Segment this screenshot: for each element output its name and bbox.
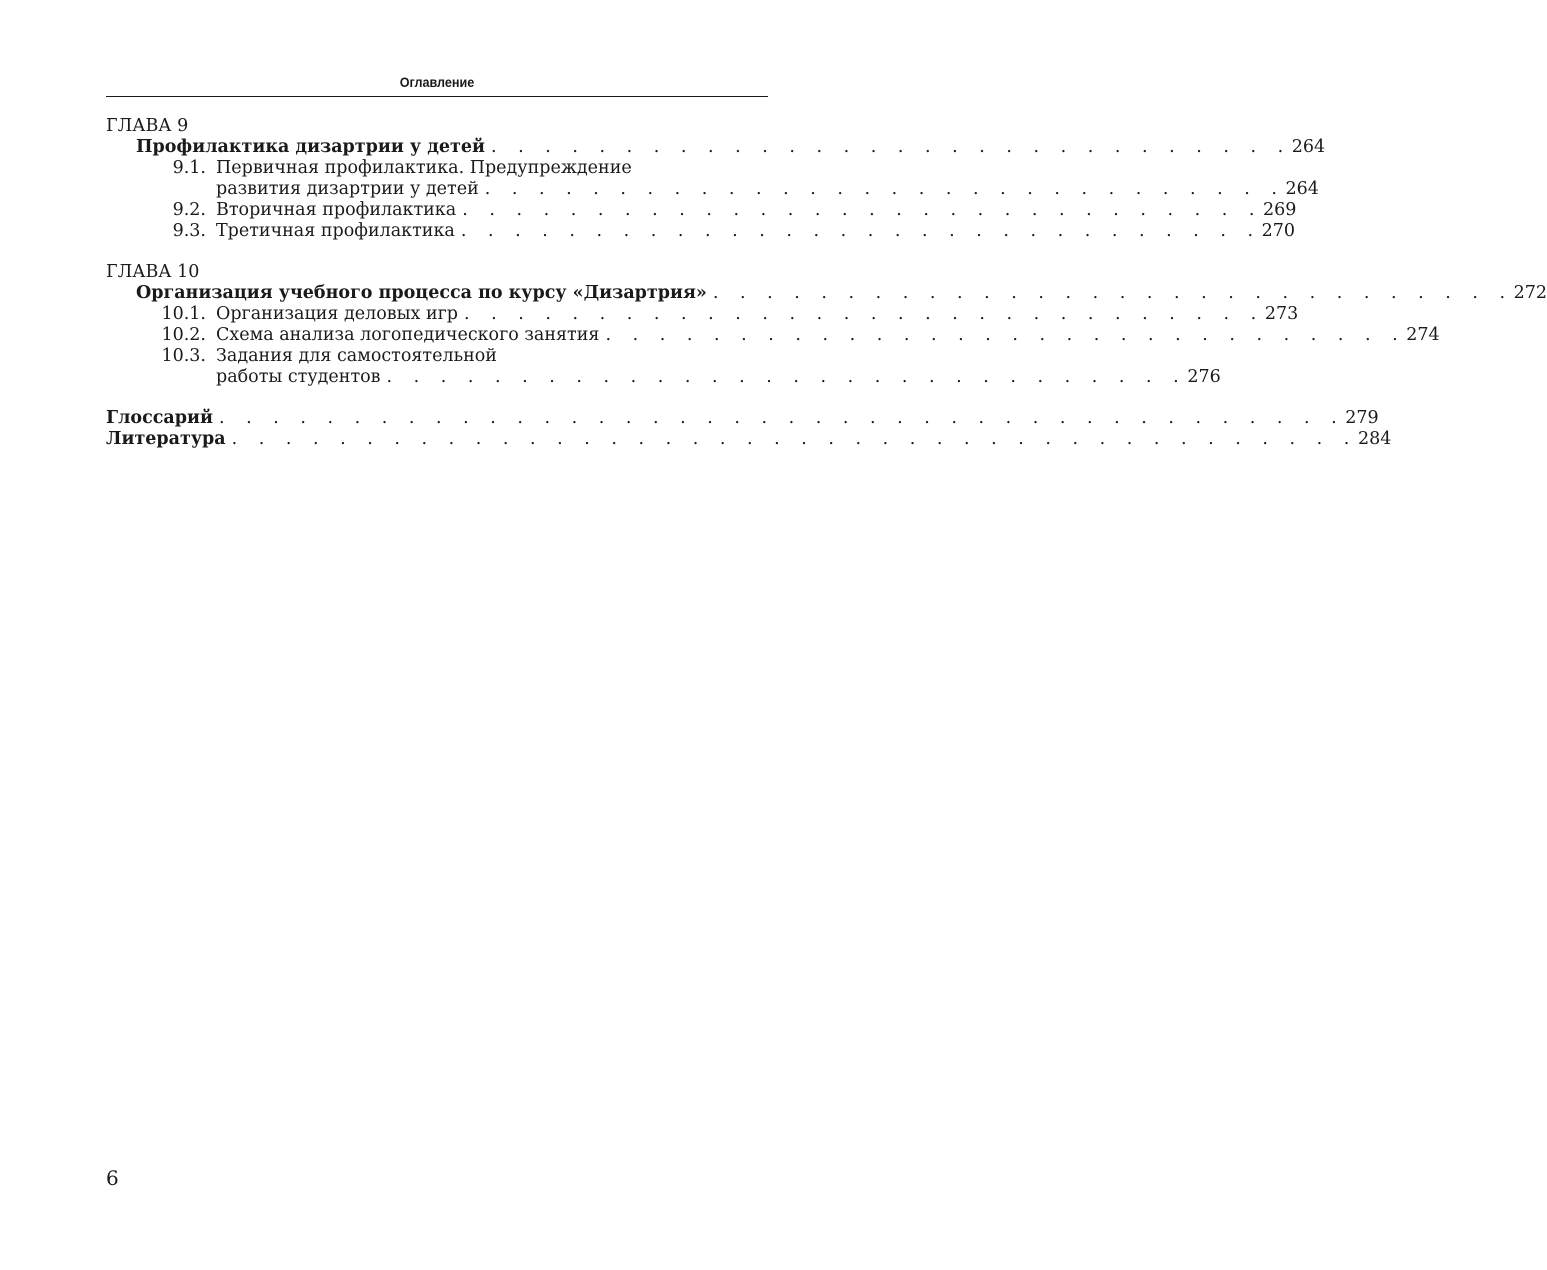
entry-title: Задания для самостоятельной (216, 346, 497, 366)
page-ref: 264 (1285, 179, 1319, 199)
chapter-10-label: ГЛАВА 10 (106, 262, 200, 282)
section-number: 10.3. (161, 346, 206, 366)
entry-title-continued: работы студентов (216, 367, 381, 387)
toc-entry-glossary[interactable] (106, 408, 1379, 429)
page-ref: 273 (1264, 304, 1299, 324)
page-ref: 274 (1406, 325, 1440, 345)
page-ref: 276 (1187, 367, 1221, 387)
section-number: 9.2. (172, 200, 206, 220)
entry-title: Вторичная профилактика (216, 200, 457, 220)
entry-title: Профилактика дизартрии у детей (136, 137, 485, 157)
page-ref: 270 (1261, 221, 1296, 241)
dot-leader: . . . . . . . . . . . . . . . . . . . . . . . . . . . . . . (462, 200, 1263, 220)
dot-leader: . . . . . . . . . . . . . . . . . . . . . . . . . . . . . . (490, 137, 1292, 157)
dot-leader: . . . . . . . . . . . . . . . . . . . . . . . . . . . . . . . . . . . . . . . . . . (218, 408, 1345, 428)
entry-title: Первичная профилактика. Предупреждение (216, 158, 632, 178)
toc-entry-9-1[interactable] (106, 158, 765, 179)
section-number: 10.2. (161, 325, 206, 345)
spacer (106, 388, 765, 408)
entry-title-continued: развития дизартрии у детей (216, 179, 479, 199)
page-ref: 284 (1357, 429, 1392, 449)
dot-leader: . . . . . . . . . . . . . . . . . . . . . . . . . . . . . . (484, 179, 1285, 199)
page-ref: 269 (1262, 200, 1297, 220)
dot-leader: . . . . . . . . . . . . . . . . . . . . . . . . . . . . . . (712, 283, 1514, 303)
page-number: 6 (106, 1166, 119, 1190)
toc-entry-9-1-continued[interactable] (106, 179, 1319, 200)
toc-entry-chapter-10-title[interactable] (106, 283, 1547, 304)
toc-entry-literature[interactable] (106, 429, 1392, 450)
section-number: 10.1. (161, 304, 206, 324)
toc-entry-10-2[interactable] (106, 325, 1440, 346)
entry-title: Организация деловых игр (216, 304, 459, 324)
entry-title: Организация учебного процесса по курсу «Дизартрия» (136, 283, 707, 303)
page-ref: 264 (1291, 137, 1326, 157)
chapter-9-label: ГЛАВА 9 (106, 116, 189, 136)
running-head: Оглавление (399, 74, 475, 90)
toc-entry-chapter-9-title[interactable] (106, 137, 1326, 158)
toc-entry-9-2[interactable] (106, 200, 1297, 221)
dot-leader: . . . . . . . . . . . . . . . . . . . . . . . . . . . . . . (460, 221, 1262, 241)
entry-title: Схема анализа логопедического занятия (216, 325, 600, 345)
dot-leader: . . . . . . . . . . . . . . . . . . . . . . . . . . . . . . (464, 304, 1265, 324)
toc-entry-10-3[interactable] (106, 346, 765, 367)
page-ref: 272 (1513, 283, 1547, 303)
entry-title: Глоссарий (106, 408, 213, 428)
section-number: 9.3. (172, 221, 206, 241)
section-number: 9.1. (172, 158, 206, 178)
toc-entry-10-3-continued[interactable] (106, 367, 1221, 388)
entry-title: Третичная профилактика (216, 221, 455, 241)
entry-title: Литература (106, 429, 226, 449)
spacer (106, 242, 765, 262)
page-ref: 279 (1345, 408, 1379, 428)
header-rule (106, 96, 768, 97)
dot-leader: . . . . . . . . . . . . . . . . . . . . . . . . . . . . . . . . . . . . . . . . . . (231, 429, 1358, 449)
dot-leader: . . . . . . . . . . . . . . . . . . . . . . . . . . . . . . (605, 325, 1406, 345)
table-of-contents (106, 116, 1547, 450)
toc-entry-9-3[interactable] (106, 221, 1296, 242)
dot-leader: . . . . . . . . . . . . . . . . . . . . . . . . . . . . . . (386, 367, 1187, 387)
toc-entry-10-1[interactable] (106, 304, 1299, 325)
